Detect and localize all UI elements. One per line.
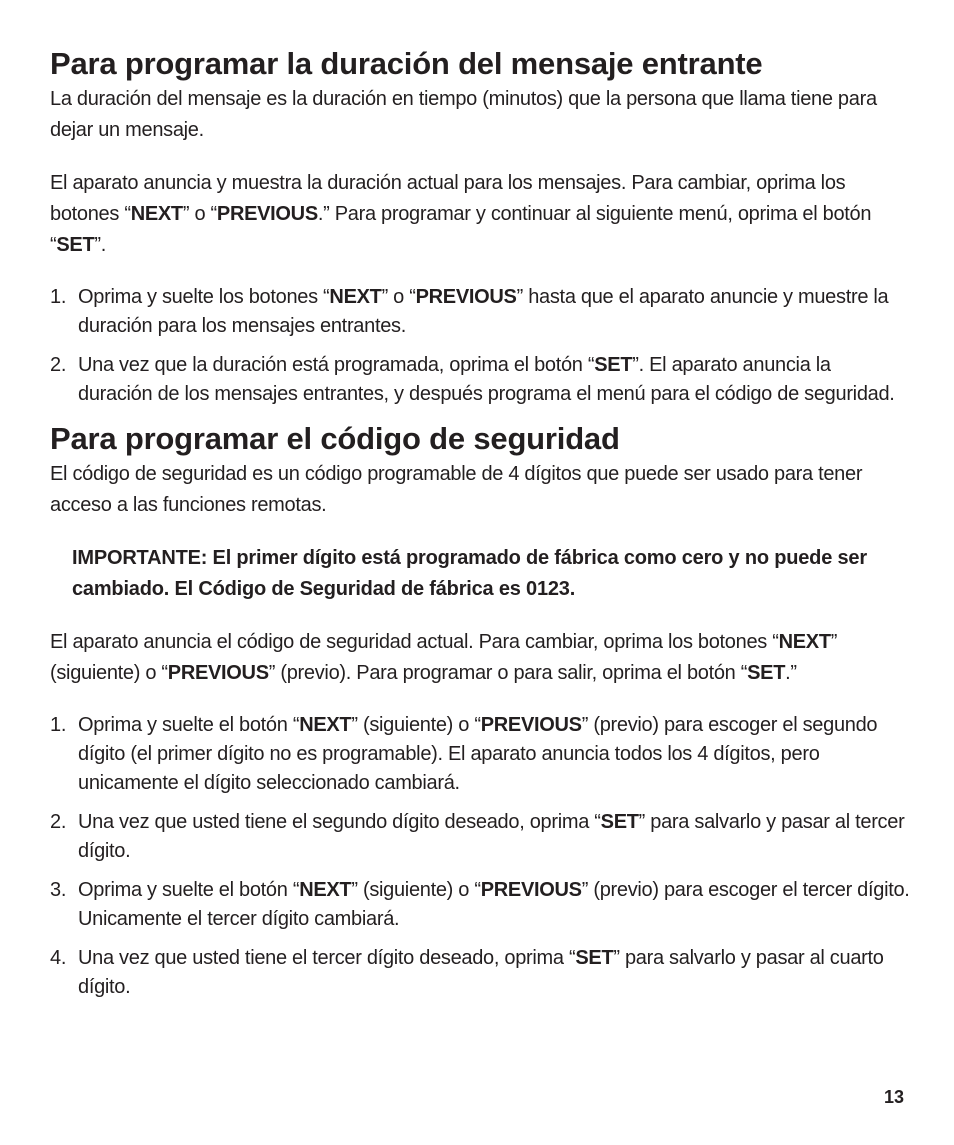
next-button-label: NEXT <box>130 203 183 225</box>
message-duration-intro: La duración del mensaje es la duración en tiempo (minutos) que la persona que llama tiene para dejar un mensaje. <box>50 88 877 141</box>
section-title-security-code: Para programar el código de seguridad <box>50 421 620 456</box>
important-notice: IMPORTANTE: El primer dígito está programado de fábrica como cero y no puede ser cambiado. El Código de Seguridad de fábrica es 0123. <box>72 547 867 600</box>
section-title-message-duration: Para programar la duración del mensaje entrante <box>50 46 763 81</box>
message-duration-steps <box>50 283 910 409</box>
list-item: 2. Una vez que la duración está programada, oprima el botón “SET”. El aparato anuncia la duración de los mensajes entrantes, y después programa el menú para el código de seguridad. <box>50 354 895 405</box>
message-duration-instructions: El aparato anuncia y muestra la duración actual para los mensajes. Para cambiar, oprima los botones “NEXT” o “PREVIOUS.” Para programar y continuar al siguiente menú, oprima el botón “SET”. <box>50 172 872 256</box>
page-number: 13 <box>884 1087 905 1107</box>
list-item: 1. Oprima y suelte los botones “NEXT” o “PREVIOUS” hasta que el aparato anuncie y muestre la duración para los mensajes entrantes. <box>50 286 889 337</box>
security-code-instructions: El aparato anuncia el código de seguridad actual. Para cambiar, oprima los botones “NEXT” (siguiente) o “PREVIOUS” (previo). Para programar o para salir, oprima el botón “SET.” <box>50 631 838 684</box>
list-item: 1. Oprima y suelte el botón “NEXT” (siguiente) o “PREVIOUS” (previo) para escoger el segundo dígito (el primer dígito no es programable). El aparato anuncia todos los 4 dígitos, pero unicamente el dígito seleccionado cambiará. <box>50 714 878 794</box>
list-item: 3. Oprima y suelte el botón “NEXT” (siguiente) o “PREVIOUS” (previo) para escoger el tercer dígito. Unicamente el tercer dígito cambiará. <box>50 879 910 930</box>
manual-page <box>50 44 910 1012</box>
security-code-intro: El código de seguridad es un código programable de 4 dígitos que puede ser usado para tener acceso a las funciones remotas. <box>50 463 863 516</box>
list-item: 2. Una vez que usted tiene el segundo dígito deseado, oprima “SET” para salvarlo y pasar al tercer dígito. <box>50 811 905 862</box>
previous-button-label: PREVIOUS <box>216 203 318 225</box>
list-item: 4. Una vez que usted tiene el tercer dígito deseado, oprima “SET” para salvarlo y pasar al cuarto dígito. <box>50 947 884 998</box>
security-code-steps <box>50 711 910 1002</box>
set-button-label: SET <box>56 234 95 256</box>
